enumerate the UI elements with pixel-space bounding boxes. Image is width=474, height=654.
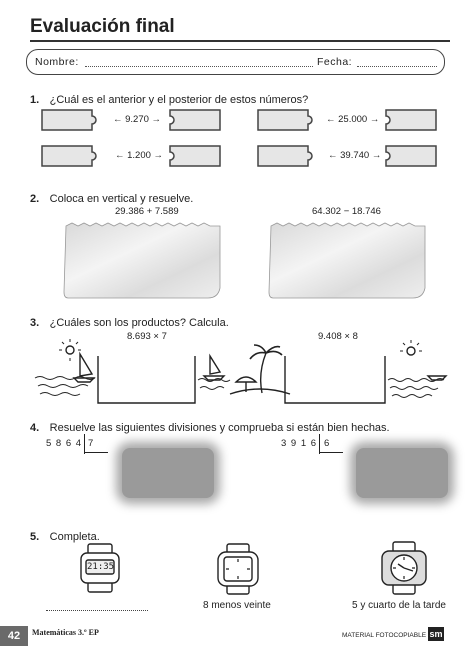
division-1-dividend: 5 8 6 4: [46, 438, 83, 449]
digital-time: 21:35: [87, 562, 115, 572]
question-number: 4.: [30, 422, 40, 434]
clock-answer-2: 8 menos veinte: [203, 600, 271, 611]
clock-answer-3: 5 y cuarto de la tarde: [352, 600, 446, 611]
operation-multiplication-1: 8.693 × 7: [127, 331, 167, 342]
operation-multiplication-2: 9.408 × 8: [318, 331, 358, 342]
answer-piece[interactable]: [42, 146, 96, 166]
answer-piece[interactable]: [170, 110, 220, 130]
paper-note-left[interactable]: [60, 218, 230, 303]
question-text: Completa.: [49, 531, 100, 543]
book-title: Matemáticas 3.º EP: [32, 628, 99, 637]
answer-piece[interactable]: [258, 146, 312, 166]
answer-piece[interactable]: [170, 146, 220, 166]
number-25000: ← 25.000 →: [326, 114, 380, 125]
division-bracket: [319, 434, 320, 454]
question-number: 2.: [30, 193, 40, 205]
title-rule: [30, 40, 450, 42]
number-9270: ← 9.270 →: [113, 114, 162, 125]
question-2: [30, 189, 193, 207]
question-text: ¿Cuál es el anterior y el posterior de estos números?: [49, 94, 309, 106]
question-text: Coloca en vertical y resuelve.: [49, 193, 194, 205]
division-2-dividend: 3 9 1 6: [281, 438, 318, 449]
number-39740: ← 39.740 →: [328, 150, 382, 161]
operation-subtraction: 64.302 − 18.746: [312, 206, 381, 217]
answer-area-division-1[interactable]: [122, 448, 214, 498]
question-text: ¿Cuáles son los productos? Calcula.: [49, 317, 229, 329]
division-1-divisor: 7: [88, 438, 94, 449]
beach-scene: [30, 338, 450, 416]
question-3: [30, 313, 229, 331]
question-number: 3.: [30, 317, 40, 329]
date-label: Fecha:: [317, 56, 353, 68]
answer-piece[interactable]: [386, 110, 436, 130]
puzzle-pieces: [0, 104, 474, 184]
product-box-right: [285, 356, 385, 403]
analog-watch-icon: [378, 541, 430, 595]
analog-watch-icon: [212, 543, 264, 595]
division-2-divisor: 6: [324, 438, 330, 449]
name-date-bar: [26, 49, 445, 75]
question-number: 5.: [30, 531, 40, 543]
product-box-left: [98, 356, 195, 403]
name-field[interactable]: [85, 66, 313, 67]
answer-line[interactable]: [46, 610, 148, 611]
page-number: 42: [0, 626, 28, 646]
answer-piece[interactable]: [386, 146, 436, 166]
operation-addition: 29.386 + 7.589: [115, 206, 179, 217]
publisher-logo: sm: [429, 629, 443, 639]
division-bracket: [84, 434, 85, 454]
division-bracket: [84, 452, 108, 453]
answer-piece[interactable]: [42, 110, 96, 130]
material-label: MATERIAL FOTOCOPIABLE: [342, 632, 427, 639]
answer-area-division-2[interactable]: [356, 448, 448, 498]
question-number: 1.: [30, 94, 40, 106]
question-text: Resuelve las siguientes divisiones y comprueba si están bien hechas.: [49, 422, 390, 434]
paper-note-right[interactable]: [265, 218, 435, 303]
answer-piece[interactable]: [258, 110, 312, 130]
page-title: Evaluación final: [30, 16, 175, 37]
division-bracket: [319, 452, 343, 453]
number-1200: ← 1.200 →: [115, 150, 164, 161]
date-field[interactable]: [357, 66, 437, 67]
name-label: Nombre:: [35, 56, 79, 68]
